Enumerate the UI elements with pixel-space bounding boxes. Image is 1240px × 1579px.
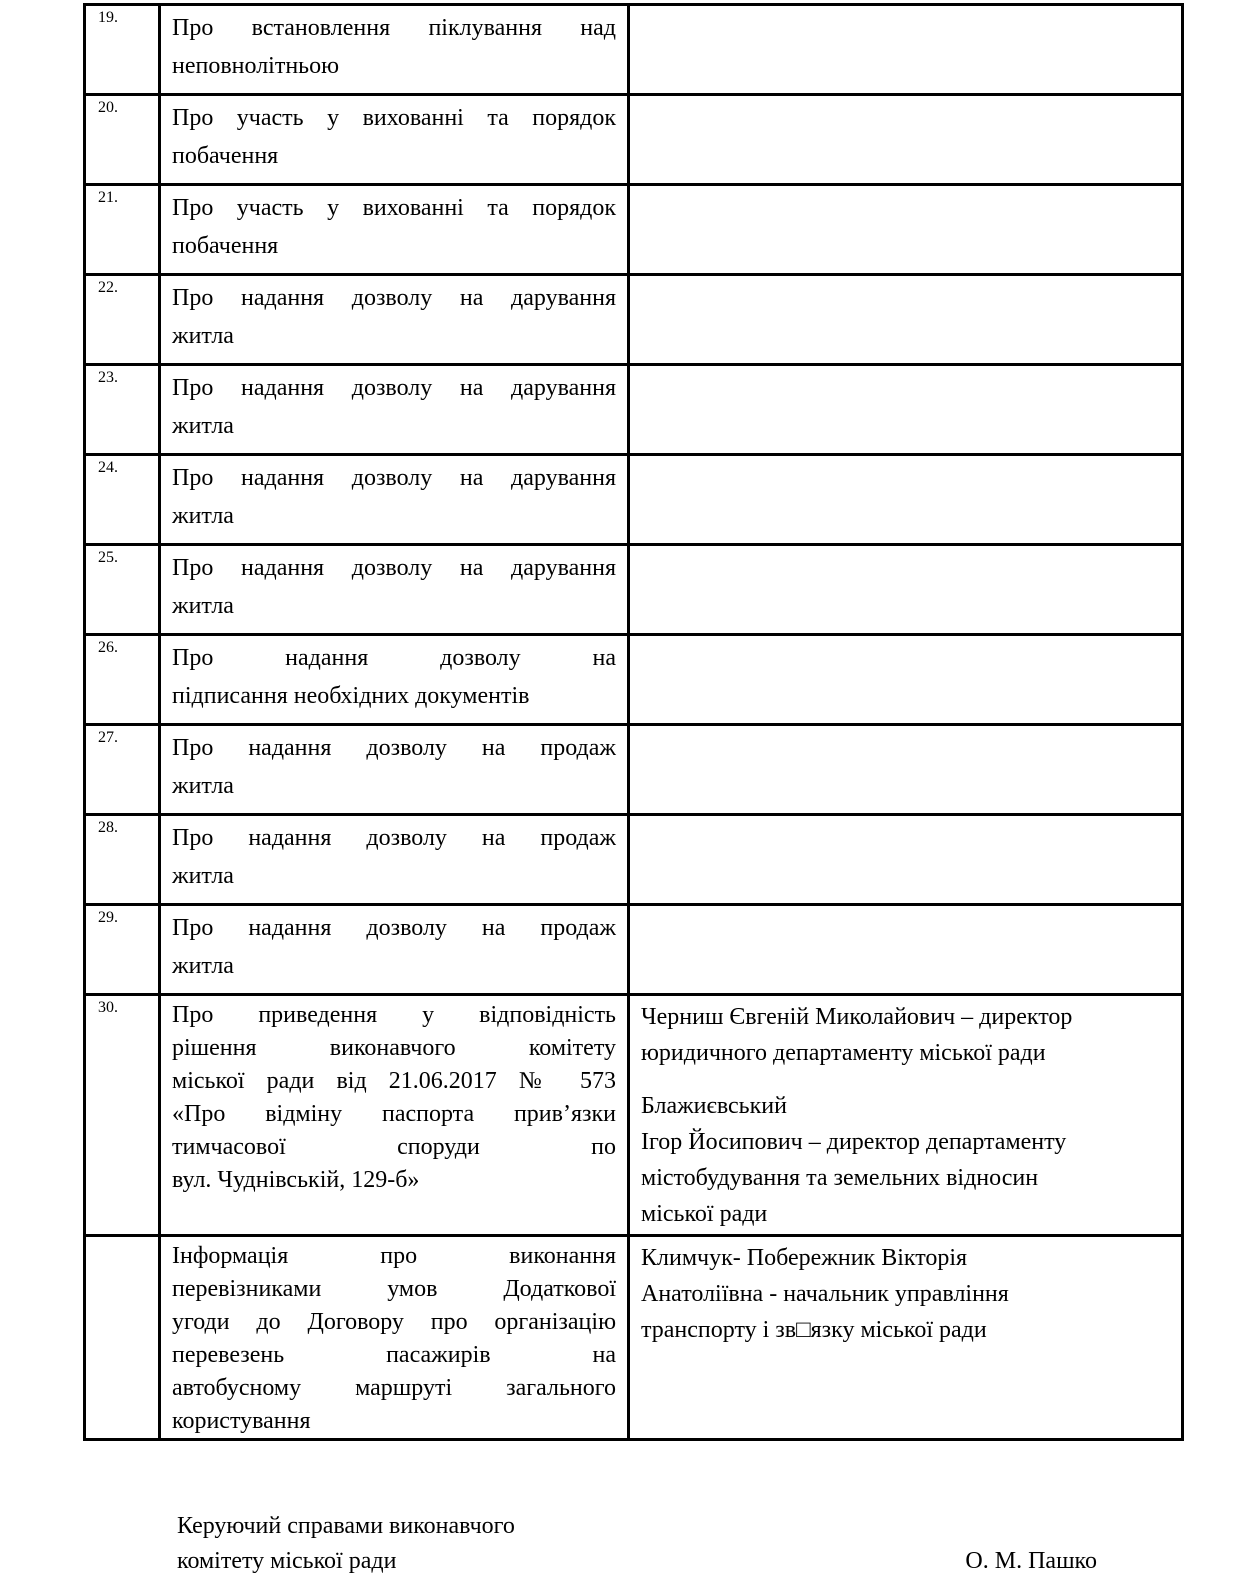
- table-row: [85, 365, 1183, 455]
- text-line: Анатоліївна - начальник управління: [641, 1281, 1009, 1307]
- text-line: Про надання дозволу на дарування: [172, 285, 616, 311]
- text-line: рішення виконавчого комітету: [172, 1035, 616, 1061]
- speaker-cell: [629, 995, 1183, 1236]
- text-line: вул. Чуднівській, 129-б»: [172, 1167, 420, 1193]
- topic-cell: [160, 1236, 629, 1440]
- table-row: [85, 545, 1183, 635]
- signer-name: О. М. Пашко: [965, 1548, 1097, 1574]
- row-number-cell: [85, 1236, 160, 1440]
- text-line: Про надання дозволу на: [172, 645, 616, 671]
- text-line: побачення: [172, 233, 279, 259]
- text-line: Блажиєвський: [641, 1093, 787, 1119]
- table-row: [85, 635, 1183, 725]
- speaker-cell: [629, 545, 1183, 635]
- text-line: Про участь у вихованні та порядок: [172, 195, 616, 221]
- text-line: транспорту і зв□язку міської ради: [641, 1317, 987, 1343]
- row-number-cell: 23.: [85, 365, 160, 455]
- text-line: житла: [172, 863, 234, 889]
- table-row: [85, 1236, 1183, 1440]
- row-number-cell: 30.: [85, 995, 160, 1236]
- table-row: [85, 455, 1183, 545]
- text-line: тимчасової споруди по: [172, 1134, 616, 1160]
- text-line: Климчук- Побережник Вікторія: [641, 1245, 968, 1271]
- text-line: Про надання дозволу на дарування: [172, 555, 616, 581]
- text-line: Черниш Євгеній Миколайович – директор: [641, 1004, 1073, 1030]
- speaker-cell: [629, 5, 1183, 95]
- text-line: житла: [172, 503, 234, 529]
- text-line: Ігор Йосипович – директор департаменту: [641, 1129, 1067, 1155]
- speaker-cell: [629, 1236, 1183, 1440]
- speaker-cell: [629, 455, 1183, 545]
- text-line: Про встановлення піклування над: [172, 15, 616, 41]
- text-line: Керуючий справами виконавчого: [177, 1513, 515, 1539]
- text-line: житла: [172, 413, 234, 439]
- topic-cell: [160, 275, 629, 365]
- row-number-cell: 24.: [85, 455, 160, 545]
- text-line: міської ради від 21.06.2017 № 573: [172, 1068, 616, 1094]
- topic-cell: [160, 185, 629, 275]
- table-row: [85, 995, 1183, 1236]
- topic-cell: [160, 95, 629, 185]
- speaker-cell: [629, 725, 1183, 815]
- text-line: Інформація про виконання: [172, 1243, 616, 1269]
- text-line: містобудування та земельних відносин: [641, 1165, 1039, 1191]
- text-line: житла: [172, 953, 234, 979]
- text-line: перевізниками умов Додаткової: [172, 1276, 616, 1302]
- row-number-cell: 20.: [85, 95, 160, 185]
- speaker-cell: [629, 815, 1183, 905]
- text-line: комітету міської ради: [177, 1548, 397, 1574]
- text-line: житла: [172, 323, 234, 349]
- text-line: Про приведення у відповідність: [172, 1002, 616, 1028]
- speaker-cell: [629, 635, 1183, 725]
- text-line: Про участь у вихованні та порядок: [172, 105, 616, 131]
- text-line: перевезень пасажирів на: [172, 1342, 616, 1368]
- table-row: [85, 725, 1183, 815]
- text-line: користування: [172, 1408, 311, 1434]
- text-line: підписання необхідних документів: [172, 683, 530, 709]
- text-line: угоди до Договору про організацію: [172, 1309, 616, 1335]
- speaker-cell: [629, 95, 1183, 185]
- speaker-cell: [629, 905, 1183, 995]
- speaker-cell: [629, 275, 1183, 365]
- text-line: житла: [172, 593, 234, 619]
- text-line: побачення: [172, 143, 279, 169]
- speaker-paragraph: [641, 999, 1170, 1071]
- table-row: [85, 185, 1183, 275]
- row-number-cell: 26.: [85, 635, 160, 725]
- topic-cell: [160, 365, 629, 455]
- text-line: Про надання дозволу на продаж: [172, 735, 616, 761]
- topic-cell: [160, 455, 629, 545]
- topic-cell: [160, 905, 629, 995]
- text-line: Про надання дозволу на продаж: [172, 915, 616, 941]
- agenda-table: [83, 3, 1184, 1441]
- row-number-cell: 28.: [85, 815, 160, 905]
- topic-cell: [160, 545, 629, 635]
- row-number-cell: 25.: [85, 545, 160, 635]
- speaker-cell: [629, 185, 1183, 275]
- text-line: «Про відміну паспорта прив’язки: [172, 1101, 616, 1127]
- text-line: неповнолітньою: [172, 53, 340, 79]
- text-line: Про надання дозволу на дарування: [172, 465, 616, 491]
- row-number-cell: 21.: [85, 185, 160, 275]
- row-number-cell: 22.: [85, 275, 160, 365]
- text-line: Про надання дозволу на дарування: [172, 375, 616, 401]
- text-line: Про надання дозволу на продаж: [172, 825, 616, 851]
- table-row: [85, 275, 1183, 365]
- table-row: [85, 815, 1183, 905]
- row-number-cell: 29.: [85, 905, 160, 995]
- speaker-paragraph: [641, 1088, 1170, 1232]
- row-number-cell: 19.: [85, 5, 160, 95]
- text-line: житла: [172, 773, 234, 799]
- topic-cell: [160, 5, 629, 95]
- row-number-cell: 27.: [85, 725, 160, 815]
- topic-cell: [160, 725, 629, 815]
- table-row: [85, 95, 1183, 185]
- text-line: юридичного департаменту міської ради: [641, 1040, 1046, 1066]
- table-row: [85, 905, 1183, 995]
- text-line: міської ради: [641, 1201, 768, 1227]
- topic-cell: [160, 635, 629, 725]
- topic-cell: [160, 815, 629, 905]
- document-page: [0, 3, 1240, 1572]
- text-line: автобусному маршруті загального: [172, 1375, 616, 1401]
- topic-cell: [160, 995, 629, 1236]
- speaker-cell: [629, 365, 1183, 455]
- table-row: [85, 5, 1183, 95]
